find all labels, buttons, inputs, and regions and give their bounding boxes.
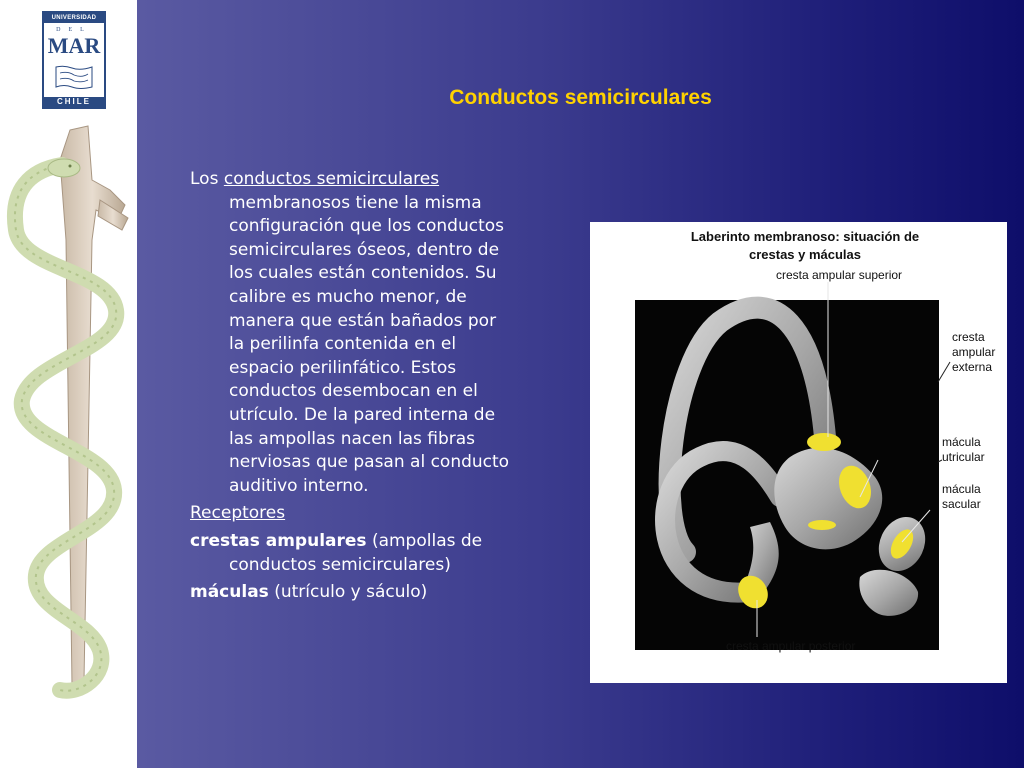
slide-body <box>190 168 510 609</box>
label-cresta-externa-2: ampular <box>952 345 996 359</box>
label-macula-sacular-2: sacular <box>942 497 981 511</box>
figure-title <box>640 228 970 264</box>
label-macula-utricular-1: mácula <box>942 435 981 449</box>
label-macula-sacular <box>942 482 981 512</box>
paragraph-prefix: Los <box>190 169 224 189</box>
label-cresta-externa-1: cresta <box>952 330 985 344</box>
receptores-link[interactable]: Receptores <box>190 503 286 524</box>
cresta-superior-mark <box>807 433 841 451</box>
label-macula-utricular-2: utricular <box>942 450 985 464</box>
figure-title-line2: crestas y máculas <box>748 247 862 262</box>
paragraph-conductos <box>190 168 510 498</box>
slide-title: Conductos semicirculares <box>449 86 712 109</box>
left-sidebar <box>0 0 137 768</box>
university-logo <box>42 11 106 109</box>
receptores-heading <box>190 502 510 526</box>
asclepius-staff-icon <box>0 120 137 720</box>
cresta-externa-mark <box>808 520 836 530</box>
crestas-item <box>190 530 510 577</box>
label-cresta-superior: cresta ampular superior <box>776 268 903 282</box>
crestas-text: (ampollas de conductos semicirculares) <box>229 530 483 575</box>
label-cresta-posterior: cresta ampular posterior <box>726 639 856 653</box>
logo-top-band: UNIVERSIDAD <box>44 13 104 23</box>
maculas-bold: máculas <box>190 582 269 603</box>
maculas-item <box>190 581 510 605</box>
logo-main-text: MAR <box>47 33 101 58</box>
label-cresta-externa-3: externa <box>952 360 993 374</box>
conductos-link[interactable]: conductos semicirculares <box>223 169 440 189</box>
logo-bottom-band: CHILE <box>44 97 104 107</box>
paragraph-text: membranosos tiene la misma configuración que los conductos semicirculares óseos, dentro de los cuales están contenidos. Su calibre es mucho menor, de manera que están bañados por la perilinfa contenida en el espacio perilinfático. Estos conductos desembocan en el utrículo. De la pared interna de las ampollas nacen las fibras nerviosas que pasan al conducto auditivo interno. <box>229 192 510 496</box>
figure-title-line1: Laberinto membranoso: situación de <box>690 229 920 244</box>
crestas-bold: crestas ampulares <box>190 530 367 551</box>
maculas-text: (utrículo y sáculo) <box>268 582 428 603</box>
label-macula-utricular <box>942 435 985 465</box>
label-cresta-externa <box>952 330 995 375</box>
labyrinth-figure <box>590 222 1007 683</box>
label-macula-sacular-1: mácula <box>942 482 981 496</box>
logo-del-text: DEL <box>56 27 92 33</box>
logo-map-icon <box>54 63 94 91</box>
